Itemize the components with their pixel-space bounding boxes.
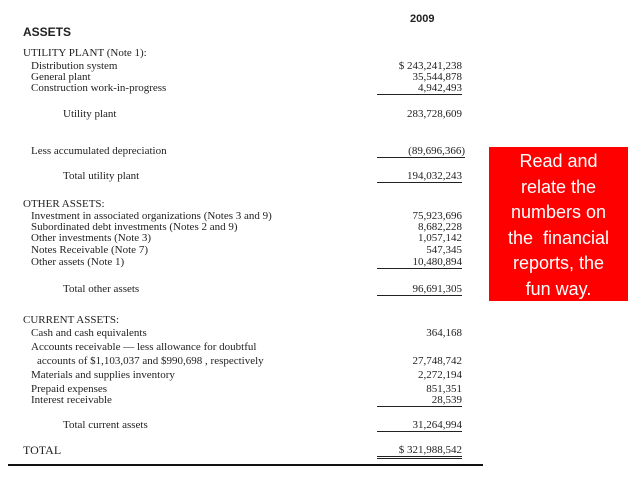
- total-label: TOTAL: [23, 443, 62, 457]
- materials-value: 2,272,194: [418, 369, 462, 381]
- utility-plant-heading: UTILITY PLANT (Note 1):: [23, 47, 147, 59]
- other-assets-heading: OTHER ASSETS:: [23, 198, 105, 210]
- utility-plant-value: 283,728,609: [407, 108, 462, 120]
- total-current-assets-label: Total current assets: [63, 419, 148, 431]
- callout-line-2: relate the: [520, 176, 597, 197]
- accounts-receivable-value: 27,748,742: [412, 355, 462, 367]
- accum-depreciation-label: Less accumulated depreciation: [31, 145, 167, 157]
- interest-label: Interest receivable: [31, 394, 112, 406]
- prepaid-value: 851,351: [426, 383, 462, 395]
- distribution-system-label: Distribution system: [31, 60, 118, 72]
- assets-heading: ASSETS: [23, 25, 72, 39]
- total-current-assets-value: 31,264,994: [377, 419, 462, 432]
- notes-receivable-label: Notes Receivable (Note 7): [31, 244, 148, 256]
- callout-line-6: fun way.: [525, 278, 592, 299]
- total-other-assets-value: 96,691,305: [377, 283, 462, 296]
- investment-assoc-value: 75,923,696: [412, 210, 462, 222]
- current-assets-heading: CURRENT ASSETS:: [23, 314, 120, 326]
- utility-plant-label: Utility plant: [63, 108, 117, 120]
- construction-label: Construction work-in-progress: [31, 82, 167, 94]
- general-plant-label: General plant: [31, 71, 91, 83]
- callout-line-1: Read and: [519, 151, 598, 171]
- bottom-rule: [8, 464, 483, 466]
- total-utility-plant-value: 194,032,243: [377, 170, 462, 183]
- investment-assoc-label: Investment in associated organizations (Notes 3 and 9): [31, 210, 272, 222]
- other-assets-note-value: 10,480,894: [377, 256, 462, 269]
- distribution-system-value: $ 243,241,238: [398, 60, 462, 72]
- total-utility-plant-label: Total utility plant: [63, 170, 140, 182]
- callout-line-3: numbers on: [510, 202, 607, 222]
- callout-line-5: reports, the: [512, 253, 605, 273]
- notes-receivable-value: 547,345: [426, 244, 462, 256]
- interest-value: 28,539: [377, 394, 462, 407]
- year-header: 2009: [410, 13, 435, 25]
- total-other-assets-label: Total other assets: [63, 283, 140, 295]
- total-value: $ 321,988,542: [377, 444, 462, 459]
- materials-label: Materials and supplies inventory: [31, 369, 175, 381]
- prepaid-label: Prepaid expenses: [31, 383, 108, 395]
- cash-value: 364,168: [426, 327, 462, 339]
- callout-line-4: the financial: [507, 227, 610, 248]
- other-assets-note-label: Other assets (Note 1): [31, 256, 125, 268]
- cash-label: Cash and cash equivalents: [31, 327, 147, 339]
- other-investments-label: Other investments (Note 3): [31, 232, 152, 244]
- general-plant-value: 35,544,878: [412, 71, 462, 83]
- other-investments-value: 1,057,142: [418, 232, 462, 244]
- subordinated-debt-label: Subordinated debt investments (Notes 2 and 9): [31, 221, 238, 233]
- subordinated-debt-value: 8,682,228: [418, 221, 462, 233]
- accounts-receivable-line1: Accounts receivable — less allowance for doubtful: [31, 341, 257, 353]
- accounts-receivable-line2: accounts of $1,103,037 and $990,698 , respectively: [37, 355, 264, 367]
- callout-box: [489, 147, 628, 301]
- accum-depreciation-value: (89,696,366): [377, 145, 465, 158]
- construction-value: 4,942,493: [377, 82, 462, 95]
